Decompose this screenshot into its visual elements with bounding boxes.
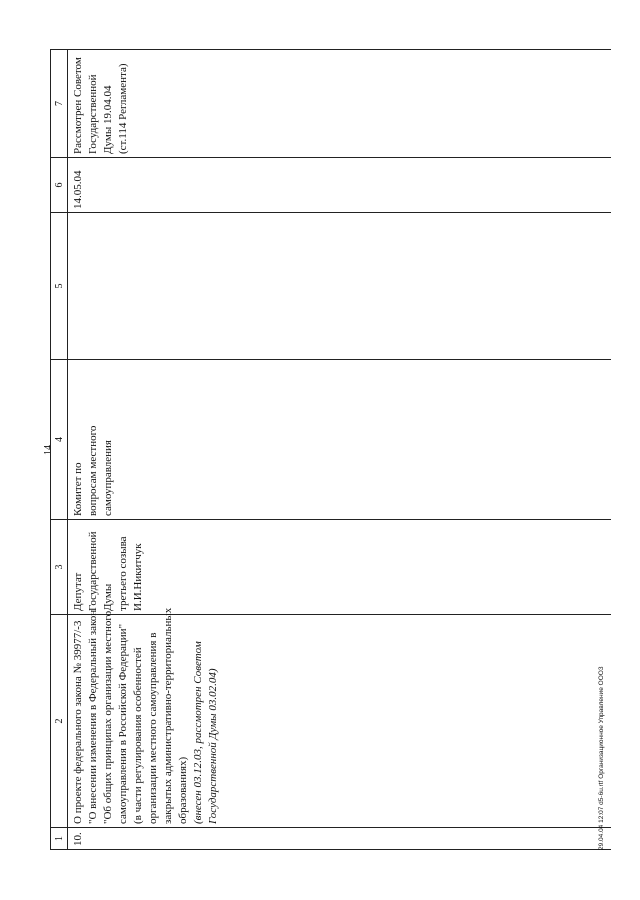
document-footer: 29.04.04 12:07 d5-6u.rtf Организационное Управление ООО3: [598, 666, 605, 850]
row-number: 10.: [68, 828, 612, 850]
column-header-2: 2: [51, 615, 68, 828]
author-line: Думы: [102, 583, 114, 611]
committee-line: вопросам местного: [87, 425, 99, 516]
status-line: Рассмотрен Советом: [72, 57, 84, 154]
committee-line: Комитет по: [72, 462, 84, 516]
description-line: организации местного самоуправления в: [147, 632, 159, 824]
table-row: [68, 50, 612, 850]
bill-author: [68, 520, 612, 615]
column-header-1: 1: [51, 828, 68, 850]
column-header-4: 4: [51, 360, 68, 520]
date-cell: 14.05.04: [68, 158, 612, 213]
column-5-cell: [68, 213, 612, 360]
column-header-7: 7: [51, 50, 68, 158]
rotated-page: [10, 20, 610, 880]
status-cell: [68, 50, 612, 158]
description-line: (в части регулирования особенностей: [132, 647, 144, 824]
status-line: Государственной: [87, 74, 99, 154]
author-line: третьего созыва: [117, 536, 129, 611]
status-line: (ст.114 Регламента): [117, 63, 129, 154]
committee-line: самоуправления: [102, 440, 114, 516]
responsible-committee: [68, 360, 612, 520]
column-header-3: 3: [51, 520, 68, 615]
description-note-line: Государственной Думы 03.02.04): [207, 668, 219, 824]
bills-table: [50, 49, 611, 850]
description-line: закрытых административно-территориальных: [162, 607, 174, 824]
table-header-row: [51, 50, 68, 850]
page-number: 14: [43, 445, 54, 455]
description-line: образованиях): [177, 756, 189, 824]
description-line: "Об общих принципах организации местного: [102, 610, 114, 824]
author-line: Депутат: [72, 572, 84, 611]
description-line: О проекте федерального закона № 39977/-3: [72, 620, 84, 824]
description-line: "О внесении изменения в Федеральный закон: [87, 609, 99, 824]
bill-description: [68, 607, 612, 828]
author-line: Государственной: [87, 531, 99, 611]
column-header-6: 6: [51, 158, 68, 213]
description-note-line: (внесен 03.12.03, рассмотрен Советом: [192, 641, 204, 824]
description-line: самоуправления в Российской Федерации": [117, 623, 129, 824]
author-line: И.И.Никитчук: [132, 543, 144, 611]
status-line: Думы 19.04.04: [102, 85, 114, 154]
column-header-5: 5: [51, 213, 68, 360]
